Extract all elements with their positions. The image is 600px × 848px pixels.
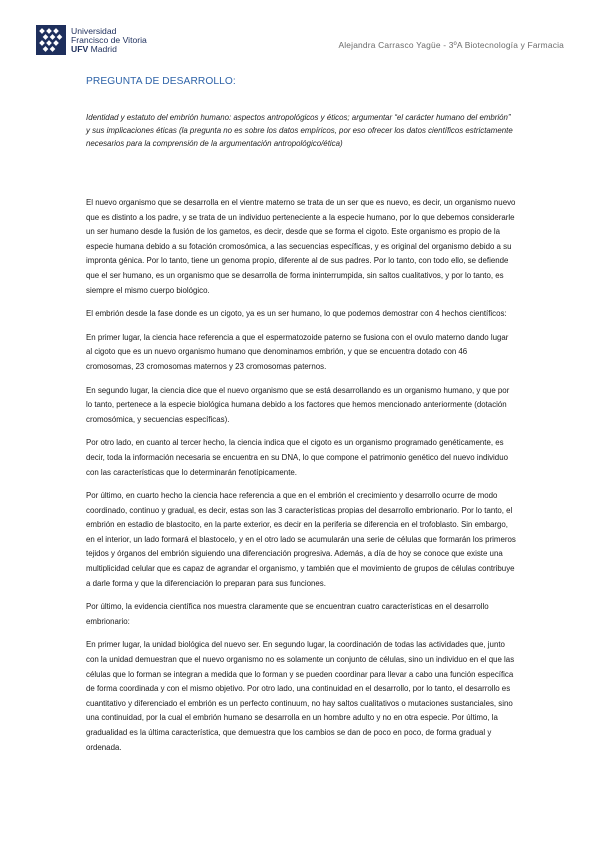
university-logo bbox=[36, 22, 147, 58]
logo-city: Madrid bbox=[88, 43, 117, 54]
logo-university-label: Universidad bbox=[71, 25, 117, 36]
logo-ufv-bold: UFV bbox=[71, 43, 89, 54]
logo-ufv-label bbox=[71, 45, 147, 54]
author-line: Alejandra Carrasco Yagüe - 3ºA Biotecnología y Farmacia bbox=[338, 40, 564, 50]
paragraph: En primer lugar, la unidad biológica del nuevo ser. En segundo lugar, la coordinación de todas las actividades que, junto con la unidad demuestran que el nuevo organismo no es solamente un conjunto de células, sino un individuo en el que las células que lo forman se integran a medida que lo forman y se pueden coordinar para llevar a cabo una función específica de forma coordinada y con el mismo objetivo. Por otro lado, una continuidad en el desarrollo, por lo tanto, el desarrollo es cuantitativo y diferenciado el embrión es un perfecto continuum, no hay saltos cualitativos o mutaciones sustanciales, sino una continuidad, por la cual el embrión humano se desarrolla en un hombre adulto y no en otra especie. Por último, la gradualidad es la última característica, que demuestra que los cambios se dan de poco en poco, de forma gradual y ordenada. bbox=[86, 640, 515, 752]
question-text: Identidad y estatuto del embrión humano: aspectos antropológicos y éticos; argumentar “el carácter humano del embrión” y sus implicaciones éticas (la pregunta no es sobre los datos empíricos, por eso ofrecer los datos científicos estrictamente necesarios para la comprensión de la argumentación antropológico/ética) bbox=[86, 113, 513, 149]
logo-name-label: Francisco de Vitoria bbox=[71, 34, 147, 45]
paragraph: Por último, en cuarto hecho la ciencia hace referencia a que en el embrión el crecimiento y desarrollo ocurre de modo coordinado, continuo y gradual, es decir, estas son las 3 características propias del desarrollo embrionario. Por lo tanto, el embrión en estadio de blastocito, en la parte exterior, es decir en la periferia se diferencia en el trofoblasto. Sin embargo, en el interior, un lado formará el blastocelo, y en el otro lado se acumularán una serie de células que formarán los primeros tejidos y órganos del embrión siguiendo una diferenciación progresiva. Además, a día de hoy se conoce que existe una multiplicidad celular que es capaz de agrandar el organismo, y también que el movimiento de grupos de células contribuye a darle forma y que la diferenciación lo preparan para sus funciones. bbox=[86, 491, 516, 588]
page-header bbox=[36, 18, 564, 62]
paragraph: Por otro lado, en cuanto al tercer hecho, la ciencia indica que el cigoto es un organismo programado genéticamente, es decir, toda la información necesaria se encuentra en su DNA, lo que compone el patrimonio genético del nuevo individuo con las características que lo determinarán fenotípicamente. bbox=[86, 438, 508, 477]
paragraph: Por último, la evidencia científica nos muestra claramente que se encuentran cuatro características en el desarrollo embrionario: bbox=[86, 602, 489, 626]
document-title: PREGUNTA DE DESARROLLO: bbox=[86, 76, 236, 87]
paragraph: En primer lugar, la ciencia hace referencia a que el espermatozoide paterno se fusiona con el ovulo materno dando lugar al cigoto que es un nuevo organismo humano que denominamos embrión, y que se encuentra dotado con 46 cromosomas, 23 cromosomas maternos y 23 cromosomas paternos. bbox=[86, 332, 509, 371]
ufv-logo-icon bbox=[36, 25, 66, 55]
paragraph: En segundo lugar, la ciencia dice que el nuevo organismo que se está desarrollando es un organismo humano, y que por lo tanto, pertenece a la especie biológica humana debido a los factores que hemos mencionado anteriormente (dotación cromosómica, y secuencias específicas). bbox=[86, 385, 510, 424]
paragraph: El embrión desde la fase donde es un cigoto, ya es un ser humano, lo que podemos demostrar con 4 hechos científicos: bbox=[86, 309, 507, 319]
document-body bbox=[86, 196, 516, 764]
paragraph: El nuevo organismo que se desarrolla en el vientre materno se trata de un ser que es nuevo, es decir, un organismo nuevo que es distinto a los padre, y se trata de un individuo perteneciente a la especie humano, por lo que debemos considerarle un ser humano desde la fusión de los gametos, es decir, desde que se forma el cigoto. Este organismo es propio de la especie humana debido a su fotación cromosómica, a las secuencias específicas, y es original del organismo debido a su impronta génica. Por lo tanto, tiene un genoma propio, diferente al de sus padres. Por lo tanto, con todo ello, se defiende que el ser humano, es un organismo que se desarrolla de forma ininterrumpida, sin saltos cualitativos, y por lo tanto, es siempre el mismo cuerpo biológico. bbox=[86, 198, 516, 295]
